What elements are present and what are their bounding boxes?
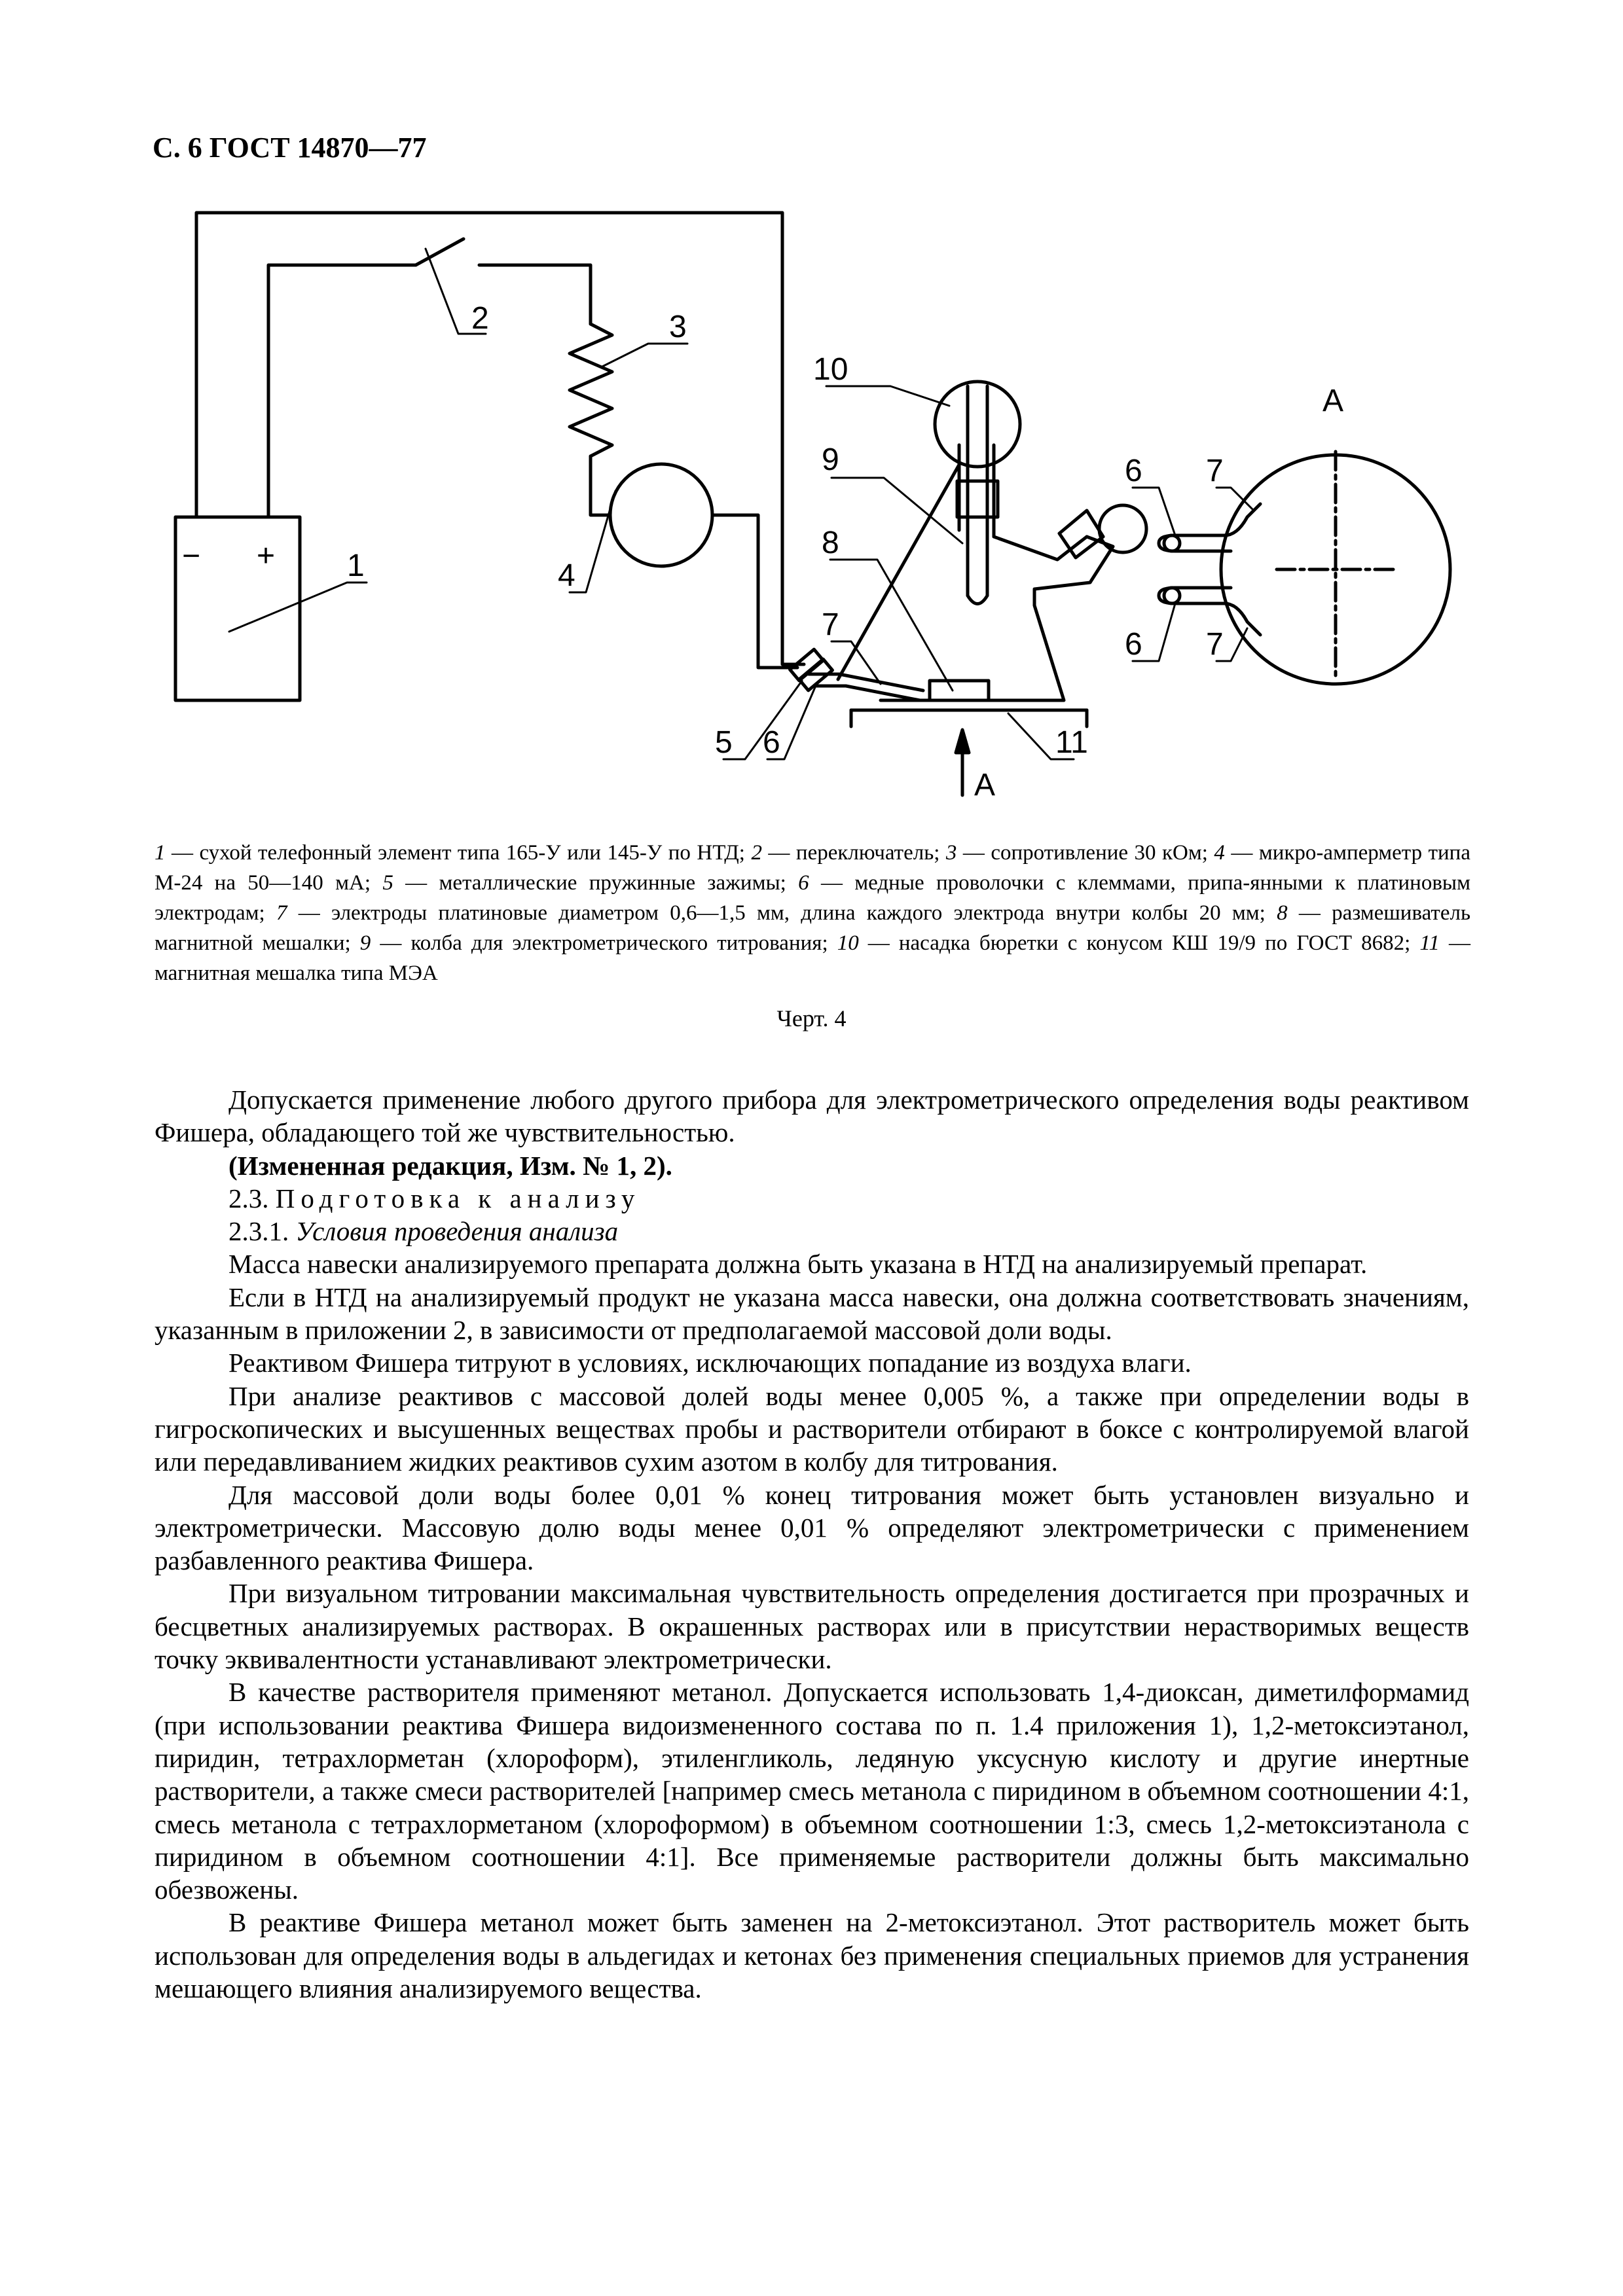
figure-label: Черт. 4 [776,1005,847,1031]
switch-left-wire [268,265,416,504]
paragraph: Для массовой доли воды более 0,01 % конец титрования может быть установлен визуально и электрометрически. Массовую долю воды менее 0,01 % определяют электрометрически с применением разбавленного реактива Фишера. [155,1479,1469,1576]
label-9: 9 [822,442,839,477]
page-header: С. 6 ГОСТ 14870—77 [153,132,427,164]
battery-minus: − [182,539,201,573]
side-bulb [1099,505,1146,552]
label-2: 2 [471,301,489,336]
circuit-diagram [0,190,1623,831]
label-6c: 6 [1125,627,1142,662]
meter-right-wire [712,515,797,668]
electrode-view-upper [1159,504,1260,551]
switch-blade [416,239,464,265]
label-7c: 7 [1206,627,1224,662]
label-11: 11 [1055,725,1088,760]
label-7a: 7 [822,607,839,642]
burette-bulb [935,382,1020,467]
label-3: 3 [669,310,687,344]
figure-caption: 1 — сухой телефонный элемент типа 165-У или 145-У по НТД; 2 — переключатель; 3 — сопротивление 30 кОм; 4 — микро-амперметр типа М-24 на 50—140 мА; 5 — металлические пружинные зажимы; 6 — медные проволочки с клеммами, припа-янными к платиновым электродам; 7 — электроды платиновые диаметром 0,6—1,5 мм, длина каждого электрода внутри колбы 20 мм; 8 — размешиватель магнитной мешалки; 9 — колба для электрометрического титрования; 10 — насадка бюретки с конусом КШ 19/9 по ГОСТ 8682; 11 — магнитная мешалка типа МЭА [155,841,1471,985]
paragraph: В реактиве Фишера метанол может быть заменен на 2-метоксиэтанол. Этот растворитель может быть использован для определения воды в альдегидах и кетонах без применения специальных приемов для устранения мешающего влияния анализируемого вещества. [155,1907,1469,2004]
microammeter [610,464,712,566]
section-heading: 2.3. Подготовка к анализу [228,1183,641,1213]
label-8: 8 [822,526,839,560]
burette-joint [957,481,998,517]
amendment-note: (Измененная редакция, Изм. № 1, 2). [228,1150,672,1181]
label-1: 1 [347,548,365,583]
label-4: 4 [558,558,575,593]
resistor [570,324,612,456]
subsection-heading: 2.3.1. Условия проведения анализа [228,1216,619,1247]
outer-wire [196,213,804,664]
paragraph: При визуальном титровании максимальная чувствительность определения достигается при прозрачных и бесцветных анализируемых растворах. В окрашенных растворах или в присутствии нерастворимых веществ точку эквивалентности устанавливают электрометрически. [155,1578,1469,1675]
paragraph: Реактивом Фишера титруют в условиях, исключающих попадание из воздуха влаги. [228,1348,1192,1378]
stir-bar [930,681,989,700]
battery-plus: + [257,539,276,573]
flask-left-wall [838,445,959,679]
resistor-wire-top [479,265,591,324]
label-6a: 6 [763,725,780,760]
paragraph: Масса навески анализируемого препарата должна быть указана в НТД на анализируемый препарат. [228,1249,1368,1280]
paragraph: Допускается применение любого другого прибора для электрометрического определения воды реактивом Фишера, обладающего той же чувствительностью. [155,1085,1469,1148]
paragraph: При анализе реактивов с массовой долей воды менее 0,005 %, а также при определении воды в гигроскопических и высушенных веществах пробы и растворители отбирают в боксе с контролируемой влагой или передавливанием жидких реактивов сухим азотом в колбу для титрования. [155,1380,1469,1477]
label-7b: 7 [1206,454,1224,488]
section-view-label: A [1322,384,1344,418]
paragraph: Если в НТД на анализируемый продукт не указана масса навески, она должна соответствовать значениям, указанным в приложении 2, в зависимости от предполагаемой массовой доли воды. [155,1282,1469,1346]
paragraph: В качестве растворителя применяют метанол. Допускается использовать 1,4-диоксан, диметилформамид (при использовании реактива Фишера видоизмененного состава по п. 1.4 приложения 1), 1,2-метоксиэтанол, пиридин, тетрахлорметан (хлороформ), этиленгликоль, ледяную уксусную кислоту и другие инертные растворители, а также смеси растворителей [например смесь метанола с пиридином в объемном соотношении 4:1, смесь метанола с тетрахлорметаном (хлороформом) в объемном соотношении 1:3, смесь 1,2-метоксиэтанола с пиридином в объемном соотношении 4:1]. Все применяемые растворители должны быть максимально обезвожены. [155,1677,1469,1905]
meter-left-wire [591,456,610,515]
magnetic-stirrer [851,710,1087,726]
body-text [155,1083,1469,2005]
view-arrow-label: A [974,768,996,802]
side-stopper [1059,511,1103,558]
side-arm-2 [881,537,1113,700]
label-6b: 6 [1125,454,1142,488]
label-5: 5 [715,725,733,760]
label-10: 10 [813,352,848,387]
